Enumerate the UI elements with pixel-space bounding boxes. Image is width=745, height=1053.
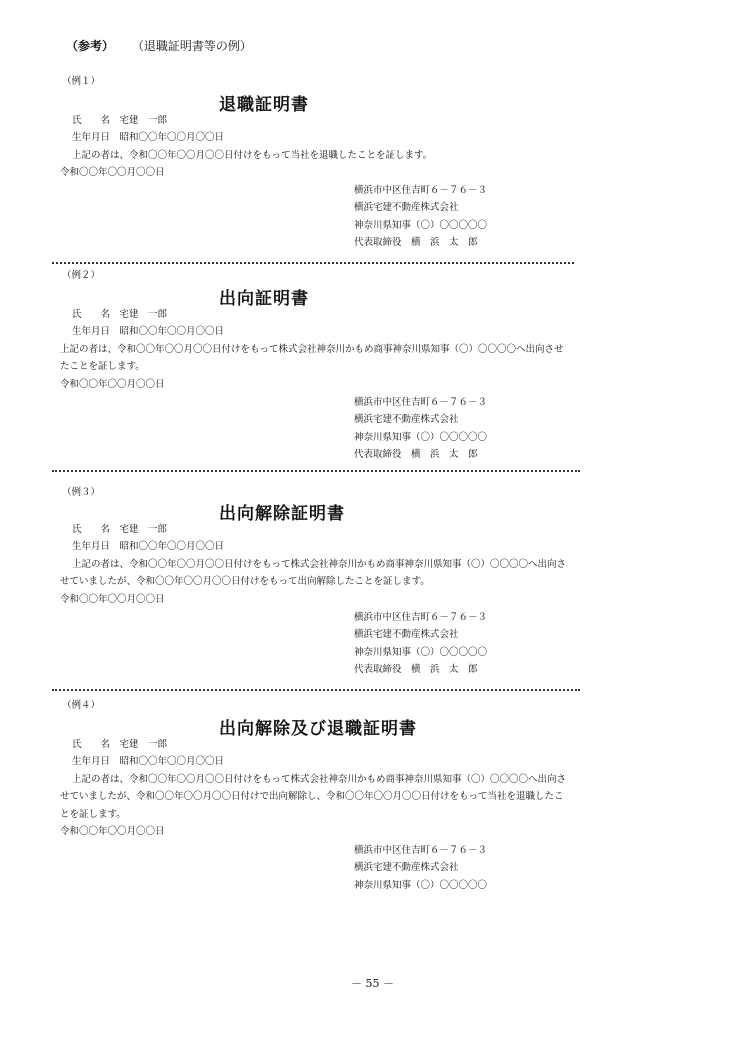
certificate-title: 退職証明書: [219, 95, 309, 115]
certificate-title: 出向証明書: [219, 289, 309, 309]
birthdate-line: 生年月日 昭和〇〇年〇〇月〇〇日: [72, 541, 225, 552]
name-line: 氏 名 宅建 一郎: [72, 115, 168, 126]
issuer-license: 神奈川県知事（〇）〇〇〇〇〇: [354, 432, 488, 443]
certificate-title: 出向解除及び退職証明書: [219, 719, 417, 739]
page-number: － 55 －: [351, 977, 394, 990]
dotted-divider: [52, 689, 580, 691]
birthdate-line: 生年月日 昭和〇〇年〇〇月〇〇日: [72, 132, 225, 143]
issuer-address: 横浜市中区住吉町６－７６－３: [354, 845, 488, 856]
reference-label: （参考）: [66, 39, 115, 53]
example-label: （例３）: [62, 487, 101, 498]
name-line: 氏 名 宅建 一郎: [72, 739, 168, 750]
issuer-company: 横浜宅建不動産株式会社: [354, 862, 459, 873]
certificate-body: 上記の者は、令和〇〇年〇〇月〇〇日付けをもって株式会社神奈川かもめ商事神奈川県知事（〇）〇〇〇〇へ出向さ: [72, 559, 567, 570]
issuer-address: 横浜市中区住吉町６－７６－３: [354, 612, 488, 623]
dotted-divider: [52, 262, 574, 264]
birthdate-line: 生年月日 昭和〇〇年〇〇月〇〇日: [72, 326, 225, 337]
issuer-representative: 代表取締役 横 浜 太 郎: [354, 449, 478, 460]
document-subtitle: （退職証明書等の例）: [131, 39, 252, 53]
issuer-address: 横浜市中区住吉町６－７６－３: [354, 185, 488, 196]
certificate-body: たことを証します。: [60, 361, 145, 372]
issuer-license: 神奈川県知事（〇）〇〇〇〇〇: [354, 220, 488, 231]
issuer-company: 横浜宅建不動産株式会社: [354, 414, 459, 425]
issue-date: 令和〇〇年〇〇月〇〇日: [60, 379, 165, 390]
issuer-address: 横浜市中区住吉町６－７６－３: [354, 397, 488, 408]
issue-date: 令和〇〇年〇〇月〇〇日: [60, 826, 165, 837]
certificate-body: 上記の者は、令和〇〇年〇〇月〇〇日付けをもって株式会社神奈川かもめ商事神奈川県知事（〇）〇〇〇〇へ出向させ: [60, 344, 564, 355]
certificate-body: とを証します。: [60, 809, 126, 820]
issuer-license: 神奈川県知事（〇）〇〇〇〇〇: [354, 880, 488, 891]
issuer-license: 神奈川県知事（〇）〇〇〇〇〇: [354, 647, 488, 658]
certificate-body: せていましたが、令和〇〇年〇〇月〇〇日付けで出向解除し、令和〇〇年〇〇月〇〇日付けをもって当社を退職したこ: [60, 791, 564, 802]
example-label: （例１）: [62, 76, 101, 87]
dotted-divider: [52, 470, 580, 472]
issuer-company: 横浜宅建不動産株式会社: [354, 202, 459, 213]
certificate-body: せていましたが、令和〇〇年〇〇月〇〇日付けをもって出向解除したことを証します。: [60, 576, 430, 587]
issuer-representative: 代表取締役 横 浜 太 郎: [354, 237, 478, 248]
name-line: 氏 名 宅建 一郎: [72, 524, 168, 535]
certificate-body: 上記の者は、令和〇〇年〇〇月〇〇日付けをもって株式会社神奈川かもめ商事神奈川県知事（〇）〇〇〇〇へ出向さ: [72, 774, 567, 785]
certificate-body: 上記の者は、令和〇〇年〇〇月〇〇日付けをもって当社を退職したことを証します。: [72, 150, 433, 161]
issuer-company: 横浜宅建不動産株式会社: [354, 629, 459, 640]
issue-date: 令和〇〇年〇〇月〇〇日: [60, 594, 165, 605]
example-label: （例２）: [62, 270, 101, 281]
example-label: （例４）: [62, 700, 101, 711]
birthdate-line: 生年月日 昭和〇〇年〇〇月〇〇日: [72, 756, 225, 767]
certificate-title: 出向解除証明書: [219, 504, 345, 524]
issuer-representative: 代表取締役 横 浜 太 郎: [354, 664, 478, 675]
issue-date: 令和〇〇年〇〇月〇〇日: [60, 167, 165, 178]
name-line: 氏 名 宅建 一郎: [72, 309, 168, 320]
document-header: [66, 37, 252, 54]
